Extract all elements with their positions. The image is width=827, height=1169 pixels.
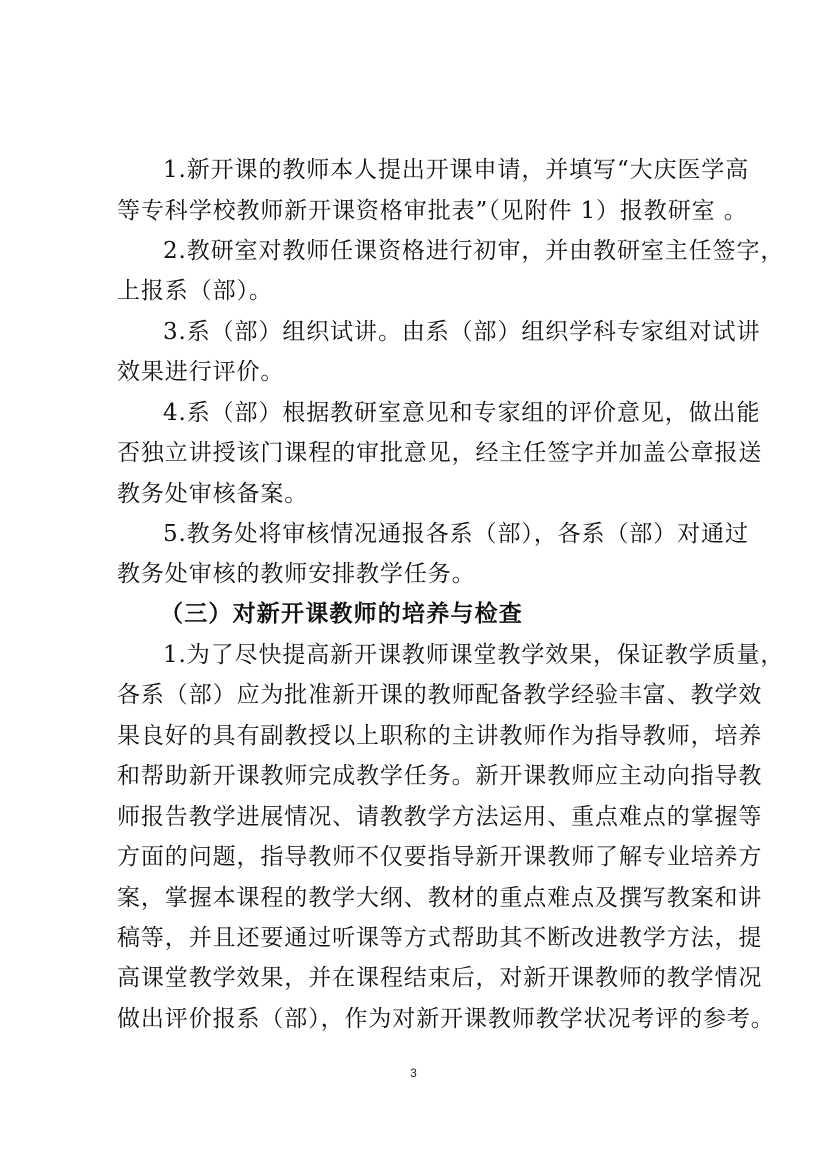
text-line: 果良好的具有副教授以上职称的主讲教师作为指导教师，培养 [117,723,763,749]
text-line: 各系（部）应为批准新开课的教师配备教学经验丰富、教学效 [117,682,763,708]
text-line: 教务处审核备案。 [117,481,309,507]
section-heading: （三）对新开课教师的培养与检查 [160,600,523,627]
text-line: 稿等，并且还要通过听课等方式帮助其不断改进教学方法，提 [117,925,763,951]
text-line: 1.新开课的教师本人提出开课申请，并填写“大庆医学高 [163,157,750,183]
text-line: 否独立讲授该门课程的审批意见，经主任签字并加盖公章报送 [117,440,763,466]
text-line: 等专科学校教师新开课资格审批表”（见附件 1）报教研室 。 [117,198,748,224]
text-line: 5.教务处将审核情况通报各系（部），各系（部）对通过 [163,521,749,547]
text-line: 案，掌握本课程的教学大纲、教材的重点难点及撰写教案和讲 [117,885,763,911]
text-line: 上报系（部）。 [117,278,273,304]
text-line: 2.教研室对教师任课资格进行初审，并由教研室主任签字， [163,238,785,264]
text-line: 和帮助新开课教师完成教学任务。新开课教师应主动向指导教 [117,763,763,789]
text-line: 教务处审核的教师安排教学任务。 [117,561,476,587]
text-line: 做出评价报系（部），作为对新开课教师教学状况考评的参考。 [117,1006,775,1032]
text-line: 4.系（部）根据教研室意见和专家组的评价意见，做出能 [163,400,761,426]
text-line: 3.系（部）组织试讲。由系（部）组织学科专家组对试讲 [163,319,761,345]
text-line: 1.为了尽快提高新开课教师课堂教学效果，保证教学质量， [163,642,785,668]
text-line: 师报告教学进展情况、请教教学方法运用、重点难点的掌握等 [117,804,763,830]
page-number: 3 [410,1066,417,1080]
text-line: 方面的问题，指导教师不仅要指导新开课教师了解专业培养方 [117,844,763,870]
text-line: 效果进行评价。 [117,359,285,385]
text-line: 高课堂教学效果，并在课程结束后，对新开课教师的教学情况 [117,965,763,991]
